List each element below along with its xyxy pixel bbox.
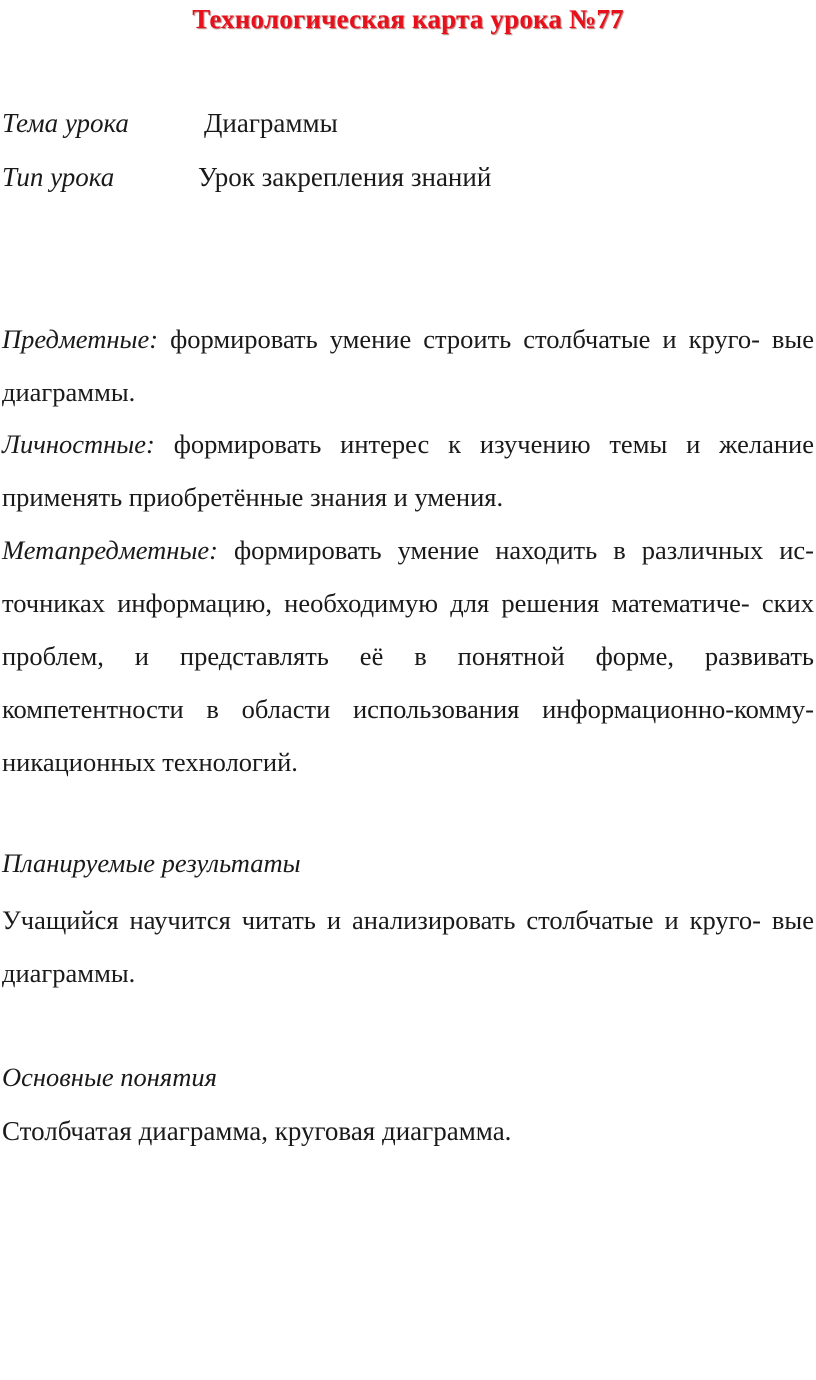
lesson-topic-row: [2, 108, 338, 139]
meta-goals-text: формировать умение находить в различных ис- точниках информацию, необходимую для решения математиче- ских проблем, и представлять её в понятной форме, развивать компетентности в области использования информационно-комму- никационных технологий.: [2, 535, 814, 777]
personal-goals-paragraph: [2, 418, 814, 524]
planned-results-heading: Планируемые результаты: [2, 848, 301, 878]
planned-results-text: Учащийся научится читать и анализировать столбчатые и круго- вые диаграммы.: [2, 905, 814, 988]
key-concepts-heading: Основные понятия: [2, 1062, 217, 1092]
key-concepts-text: Столбчатая диаграмма, круговая диаграмма.: [2, 1116, 512, 1146]
meta-goals-paragraph: [2, 524, 814, 789]
lesson-topic-value: Диаграммы: [204, 108, 338, 138]
lesson-type-label: Тип урока: [2, 162, 115, 192]
subject-goals-paragraph: [2, 313, 814, 419]
subject-goals-text: формировать умение строить столбчатые и круго- вые диаграммы.: [2, 324, 815, 407]
document-title: Технологическая карта урока №77: [192, 4, 624, 34]
personal-goals-text: формировать интерес к изучению темы и желание применять приобретённые знания и умения.: [2, 429, 814, 512]
personal-goals-label: Личностные:: [2, 429, 155, 459]
lesson-type-row: [2, 162, 491, 193]
subject-goals-label: Предметные:: [2, 324, 159, 354]
meta-goals-label: Метапредметные:: [2, 535, 218, 565]
lesson-type-value: Урок закрепления знаний: [198, 162, 492, 192]
lesson-topic-label: Тема урока: [2, 108, 129, 138]
